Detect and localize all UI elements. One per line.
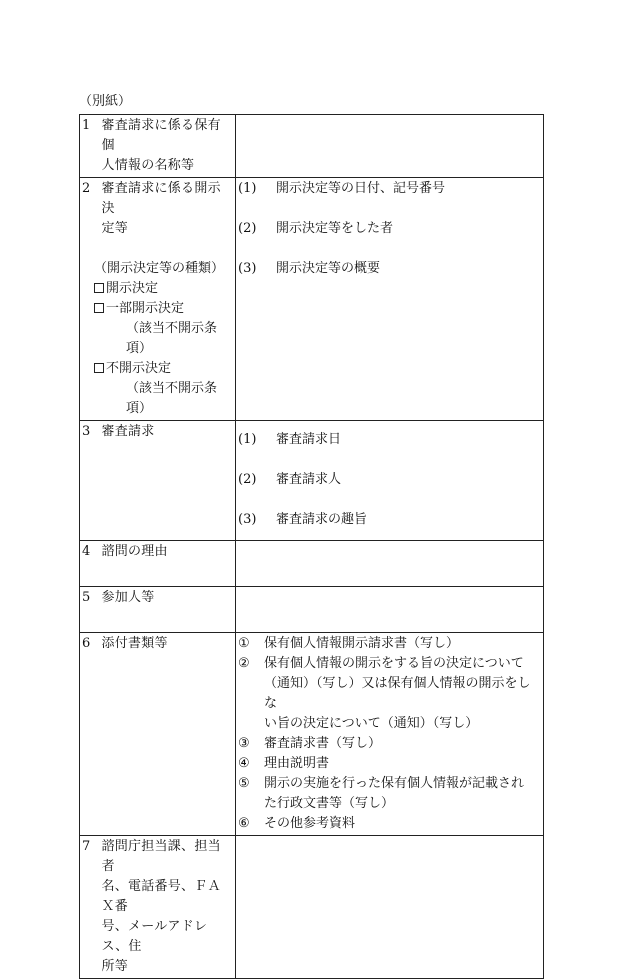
row-number: 2 (82, 181, 91, 196)
row-4-content-cell[interactable] (236, 541, 544, 587)
request-item (238, 430, 540, 450)
row-number: 4 (82, 544, 91, 559)
item-number: ⑥ (238, 816, 250, 831)
decision-item (238, 179, 540, 199)
row-1 (80, 115, 544, 178)
item-text: （通知）（写し）又は保有個人情報の開示をしな (264, 676, 531, 711)
option-label: 不開示決定 (106, 361, 172, 376)
row-6-content-cell[interactable] (236, 633, 544, 836)
item-text: 開示決定等の概要 (276, 261, 381, 276)
item-number: (2) (238, 472, 257, 487)
row-label-line: 諮問の理由 (101, 544, 168, 559)
row-number: 3 (82, 424, 91, 439)
row-number: 1 (82, 118, 91, 133)
checkbox[interactable] (94, 363, 104, 373)
row-1-label-cell (80, 115, 236, 178)
row-5-label-cell (80, 587, 236, 633)
option-label: 開示決定 (106, 281, 159, 296)
row-7-label-cell (80, 836, 236, 979)
item-text: 開示の実施を行った保有個人情報が記載され (264, 776, 525, 791)
option-disclose (82, 279, 232, 299)
row-2 (80, 178, 544, 421)
row-6 (80, 633, 544, 836)
row-3 (80, 421, 544, 541)
row-4-label-cell (80, 541, 236, 587)
row-label-line: 定等 (101, 221, 129, 236)
item-text: その他参考資料 (264, 816, 356, 831)
item-text: 保有個人情報開示請求書（写し） (264, 636, 460, 651)
option-note: （該当不開示条項） (126, 381, 218, 416)
item-text: い旨の決定について（通知）（写し） (264, 716, 479, 731)
attachment-item (238, 634, 540, 654)
option-partial-disclose (82, 299, 232, 319)
item-number: ③ (238, 736, 250, 751)
item-text: 理由説明書 (264, 756, 330, 771)
row-label-line: 審査請求に係る開示決 (101, 181, 221, 216)
option-label: 一部開示決定 (106, 301, 185, 316)
consultation-form-table (79, 114, 544, 979)
decision-item (238, 219, 540, 239)
row-1-content-cell[interactable] (236, 115, 544, 178)
item-text: 審査請求日 (276, 432, 342, 447)
item-text: 審査請求書（写し） (264, 736, 382, 751)
request-item (238, 510, 540, 530)
item-number: (1) (238, 432, 257, 447)
row-label-line: 審査請求 (101, 424, 155, 439)
row-3-label-cell (80, 421, 236, 541)
row-7-content-cell[interactable] (236, 836, 544, 979)
row-label-line: 添付書類等 (101, 636, 168, 651)
item-number: ② (238, 656, 250, 671)
row-number: 7 (82, 839, 91, 854)
row-4 (80, 541, 544, 587)
row-5 (80, 587, 544, 633)
item-number: ⑤ (238, 776, 250, 791)
checkbox[interactable] (94, 303, 104, 313)
attachment-item (238, 774, 540, 814)
item-number: ④ (238, 756, 250, 771)
page-heading: （別紙） (79, 94, 132, 109)
row-label-line: 諮問庁担当課、担当者 (101, 839, 221, 874)
row-7 (80, 836, 544, 979)
row-label-line: 所等 (101, 959, 129, 974)
row-label-line: 号、メールアドレス、住 (101, 919, 208, 954)
decision-kind-label: （開示決定等の種類） (94, 261, 225, 276)
row-3-content-cell[interactable] (236, 421, 544, 541)
checkbox[interactable] (94, 283, 104, 293)
attachment-item (238, 734, 540, 754)
attachment-item (238, 654, 540, 734)
row-2-content-cell[interactable] (236, 178, 544, 421)
item-text: 保有個人情報の開示をする旨の決定について (264, 656, 524, 671)
item-text: 審査請求人 (276, 472, 342, 487)
attachment-item (238, 754, 540, 774)
row-number: 6 (82, 636, 91, 651)
item-number: (3) (238, 261, 257, 276)
row-2-label-cell (80, 178, 236, 421)
item-number: (2) (238, 221, 257, 236)
item-text: 開示決定等をした者 (276, 221, 394, 236)
item-number: ① (238, 636, 250, 651)
row-label-line: 名、電話番号、ＦＡＸ番 (101, 879, 221, 914)
row-5-content-cell[interactable] (236, 587, 544, 633)
item-number: (3) (238, 512, 257, 527)
row-number: 5 (82, 590, 91, 605)
row-label-line: 審査請求に係る保有個 (101, 118, 221, 153)
item-text: 開示決定等の日付、記号番号 (276, 181, 446, 196)
item-number: (1) (238, 181, 257, 196)
item-text: た行政文書等（写し） (264, 796, 395, 811)
row-6-label-cell (80, 633, 236, 836)
option-note: （該当不開示条項） (126, 321, 218, 356)
item-text: 審査請求の趣旨 (276, 512, 368, 527)
option-non-disclose (82, 359, 232, 379)
attachment-item (238, 814, 540, 834)
row-label-line: 人情報の名称等 (101, 158, 195, 173)
row-label-line: 参加人等 (101, 590, 155, 605)
decision-item (238, 259, 540, 279)
request-item (238, 470, 540, 490)
